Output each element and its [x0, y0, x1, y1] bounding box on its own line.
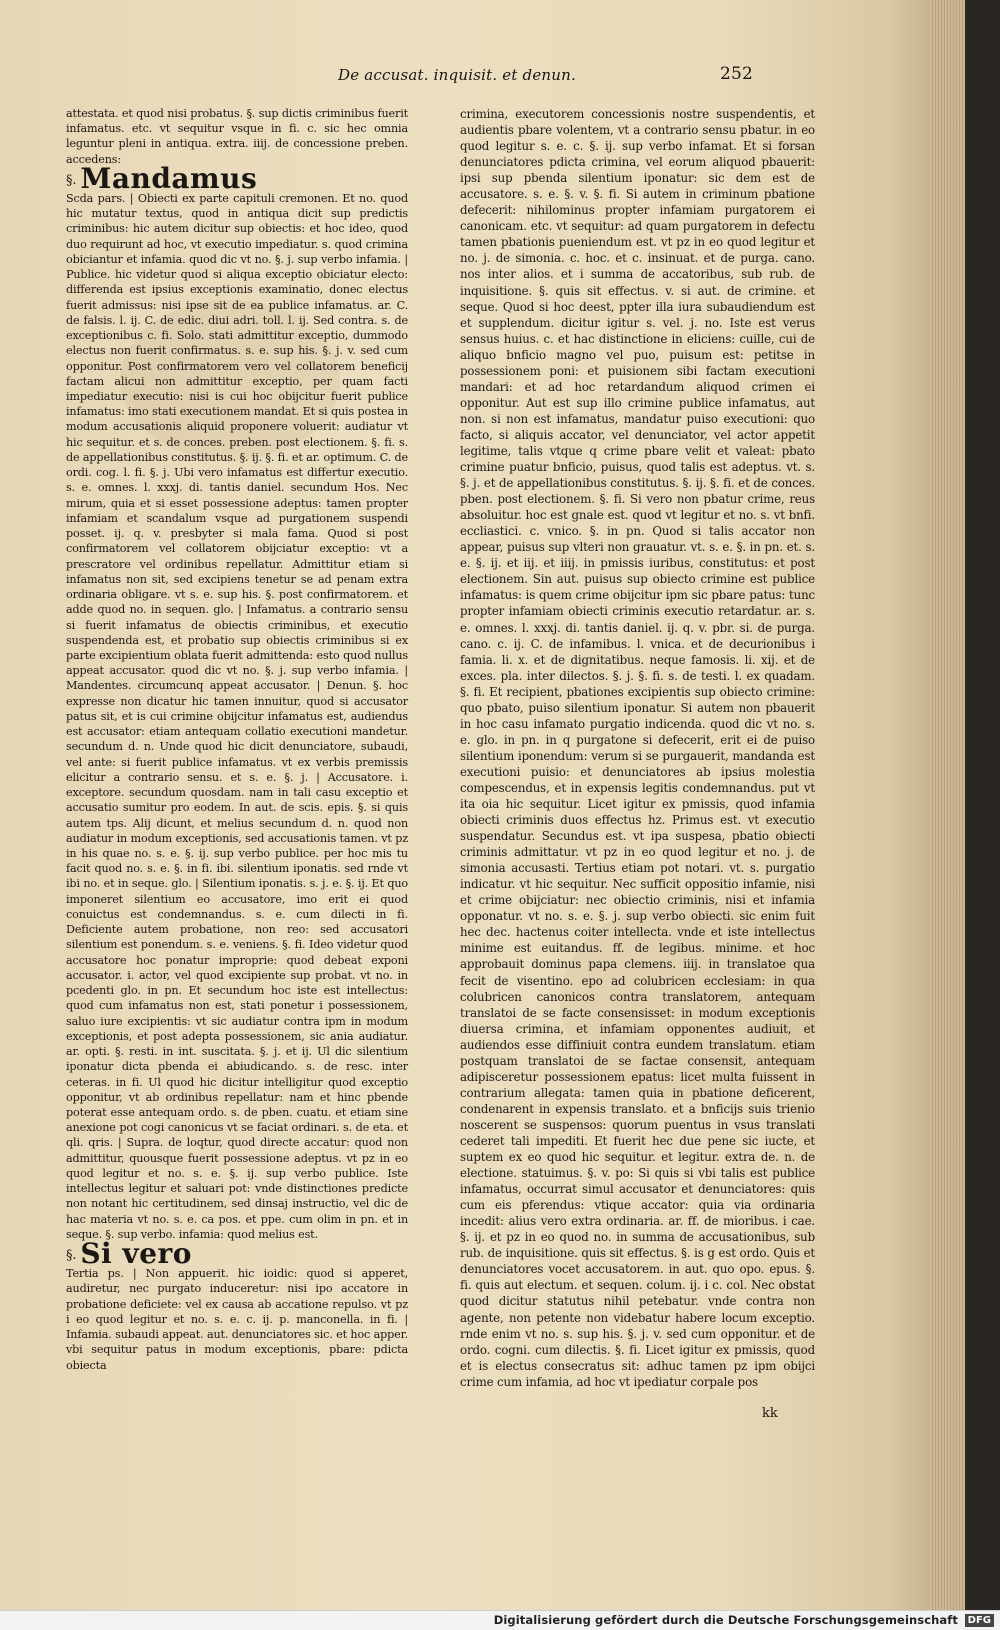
left-paragraph-1: attestata. et quod nisi probatus. §. sup dictis criminibus fuerit infamatus. etc. vt sequitur vsque in fi. c. sic hec omnia leguntur pleni in antiqua. extra. iiij. de concessione preben. accedens: — [66, 107, 408, 166]
rubric-word: Si vero — [80, 1237, 192, 1271]
left-column — [66, 106, 408, 1373]
left-paragraph-2: Scda pars. | Obiecti ex parte capituli cremonen. Et no. quod hic mutatur textus, quod in antiqua dicit sup predictis criminibus: hic autem dicitur sup obiectis: et hoc ideo, quod duo requirunt ad hoc, vt executio impediatur. s. quod crimina obiciantur et infamia. quod dic vt no. §. j. sup verbo infamia. | Publice. hic videtur quod si aliqua exceptio obiciatur electo: differenda est ipsius exceptionis examinatio, donec electus fuerit admissus: nisi ipse sit de ea publice infamatus. ar. C. de falsis. l. ij. C. de edic. diui adri. toll. l. ij. Sed contra. s. de exceptionibus c. fi. Solo. stati admittitur exceptio, dummodo electus non fuerit confirmatus. s. e. sup his. §. j. v. sed cum opponitur. Post confirmatorem vero vel collatorem beneficij factam alicui non admittitur exceptio, per quam facti impediatur executio: nisi is cui hoc obijcitur fuerit publice infamatus: imo stati executionem mandat. Et si quis postea in modum accusationis aliquid proponere voluerit: audiatur vt hic sequitur. et s. de conces. preben. post electionem. §. fi. s. de appellationibus constitutus. §. ij. §. fi. et ar. optimum. C. de ordi. cog. l. fi. §. j. Ubi vero infamatus est differtur executio. s. e. omnes. l. xxxj. di. tantis daniel. secundum Hos. Nec mirum, quia et si esset possessione adeptus: tamen propter infamiam et scandalum vsque ad purgationem suspendi posset. ij. q. v. presbyter si mala fama. Quod si post confirmatorem vel collatorem obijciatur exceptio: vt a prescratore vel ordinibus repellatur. Admittitur etiam si infamatus non sit, sed excipiens tenetur se ad penam extra ordinaria obligare. vt s. e. sup his. §. post confirmatorem. et adde quod no. in sequen. glo. | Infamatus. a contrario sensu si fuerit infamatus de obiectis criminibus, et executio suspendenda est, et probatio sup obiectis criminibus si ex parte excipientium oblata fuerit admittenda: esto quod nullus appeat accusator. quod dic vt no. §. j. sup verbo infamia. | Mandentes. circumcunq appeat accusator. | Denun. §. hoc expresse non dicatur hic tamen innuitur, quod si accusator patus sit, et is cui crimine obijcitur infamatus est, audiendus est accusator: etiam antequam collatio executioni mandetur. secundum d. n. Unde quod hic dicit denunciatore, subaudi, vel ante: si fuerit publice infamatus. vt ex verbis premissis elicitur a contrario sensu. et s. e. §. j. | Accusatore. i. exceptore. secundum quosdam. nam in tali casu exceptio et accusatio sumitur pro eodem. In aut. de scis. epis. §. si quis autem tps. Alij dicunt, et melius secundum d. n. quod non audiatur in modum exceptionis, sed accusationis tamen. vt pz in his quae no. s. e. §. ij. sup verbo publice. per hoc mis tu facit quod no. s. e. §. in fi. ibi. silentium iponatis. sed rnde vt ibi no. et in seque. glo. | Silentium iponatis. s. j. e. §. ij. Et quo imponeret silentium eo accusatore, imo erit ei quod conuictus est condemnandus. s. e. cum dilecti in fi. Deficiente autem probatione, non reo: sed accusatori silentium est ponendum. s. e. veniens. §. fi. Ideo videtur quod accusatore hoc ponatur improprie: quod debeat exponi accusator. i. actor, vel quod excipiente sup probat. vt no. in pcedenti glo. in pn. Et secundum hoc iste est intellectus: quod cum infamatus non est, stati ponetur i possessionem, saluo iure excipientis: vt sic audiatur contra ipm in modum exceptionis, et post adepta possessionem, sic ania audiatur. ar. opti. §. resti. in int. suscitata. §. j. et ij. Ul dic silentium iponatur dicta pbenda ei abiudicando. s. de resc. inter ceteras. in fi. Ul quod hic dicitur intelligitur quod exceptio opponitur, vt ab ordinibus repellatur: nam et hinc pbende poterat esse antequam ordo. s. de pben. cuatu. et etiam sine anexione pot cogi canonicus vt se faciat ordinari. s. de eta. et qli. qris. | Supra. de loqtur, quod directe accatur: quod non admittitur, quousque fuerit possessione adeptus. vt pz in eo quod legitur et no. s. e. §. ij. sup verbo publice. Iste intellectus legitur et saluari pot: vnde distinctiones predicte non notant hic certitudinem, sed dinsaj instructio, vel dic de hac materia vt no. s. e. ca pos. et ppe. cum olim in pn. et in seque. §. sup verbo. infamia: quod melius est. — [66, 191, 408, 1241]
footer-credit: Digitalisierung gefördert durch die Deutsche Forschungsgemeinschaft — [493, 1613, 958, 1627]
catchword: kk — [762, 1406, 778, 1421]
footer-bar — [0, 1610, 1000, 1630]
right-column — [460, 106, 815, 1390]
left-paragraph-3: Tertia ps. | Non appuerit. hic ioidic: quod si apperet, audiretur, nec purgato induceretur: nisi ipo accatore in probatione deficiete: vel ex causa ab accatione repulso. vt pz i eo quod legitur et no. s. e. c. ij. p. manconella. in fi. | Infamia. subaudi appeat. aut. denunciatores sic. et hoc apper. vbi sequitur patus in modum exceptionis, pbare: pdicta obiecta — [66, 1267, 408, 1372]
rubric-word: Mandamus — [80, 161, 258, 195]
dfg-logo: DFG — [965, 1614, 994, 1627]
running-head-title: De accusat. inquisit. et denun. — [338, 66, 576, 84]
running-head — [338, 66, 758, 84]
rubric-si-vero: §. Si vero — [66, 1237, 192, 1271]
page-edge — [930, 0, 965, 1610]
rubric-mandamus: §. Mandamus — [66, 161, 258, 195]
folio-number: 252 — [720, 64, 754, 84]
right-paragraph-1: crimina, executorem concessionis nostre suspendentis, et audientis pbare volentem, vt a contrario sensu pbatur. in eo quod legitur s. e. c. §. ij. sup verbo infamat. Et si forsan denunciatores pdicta crimina, vel eorum aliquod pbauerit: ipsi sup pbenda silentium iponatur: sic dem est de accusatore. s. e. §. v. §. fi. Si autem in criminum pbatione defecerit: nihilominus propter infamiam purgatorem ei canonicam. etc. vt sequitur: ad quam purgatorem in defectu tamen pbationis pueniendum est. vt pz in eo quod legitur et no. j. de simonia. c. hoc. et c. insinuat. et de purga. cano. nos inter alios. et i summa de accatoribus, sub rub. de inquisitione. §. quis sit effectus. v. si aut. de crimine. et seque. Quod si hoc deest, ppter illa iura subaudiendum est et supplendum. dicitur igitur s. vel. j. no. Iste est verus sensus huius. c. et hac distinctione in eliciens: cuille, cui de aliquo bnficio magno vel puo, puisum est: petitse in possessionem poni: et puisionem sibi factam executioni mandari: et ad hoc retardandum aliquod crimen ei opponitur. Aut est sup illo crimine publice infamatus, aut non. si non est infamatus, mandatur puiso executioni: quo facto, si aliquis accator, vel denunciator, vel actor appetit legitime, talis vtque q crime pbare velit et valeat: pbato crimine puatur bnficio, puisus, quod talis est adeptus. vt. s. §. j. et de appellationibus constitutus. §. ij. §. fi. et de conces. pben. post electionem. §. fi. Si vero non pbatur crime, reus absoluitur. hoc est gnale est. quod vt legitur et no. s. vt bnfi. eccliastici. c. vnico. §. in pn. Quod si talis accator non appear, puisus sup vlteri non grauatur. vt. s. e. §. in pn. et. s. e. §. ij. et iij. et iiij. in pmissis iuribus, constitutus: et post electionem. Sin aut. puisus sup obiecto crimine est publice infamatus: is quem crime obijcitur ipm sic pbare patus: tunc propter infamiam obiecti criminis executio retardatur. ar. s. e. omnes. l. xxxj. di. tantis daniel. ij. q. v. pbr. si. de purga. cano. c. ij. C. de infamibus. l. vnica. et de decurionibus i famia. li. x. et de dignitatibus. neque famosis. li. xij. et de exces. pla. inter dilectos. §. j. §. fi. s. de testi. l. ex quadam. §. fi. Et recipient, pbationes excipientis sup obiecto crimine: quo pbato, puiso silentium iponatur. Si autem non pbauerit in hoc casu infamato purgatio indicenda. quod dic vt no. s. e. glo. in pn. in q purgatone si defecerit, erit ei de puiso silentium iponendum: verum si se purgauerit, mandanda est executioni puisio: et denunciatores ab ipsius molestia compescendus, et in expensis legitis condemnandus. put vt ita oia hic sequitur. Licet igitur ex pmissis, quod infamia obiecti criminis duos effectus hz. Primus est. vt executio suspendatur. Secundus est. vt ipa suspesa, pbatio obiecti criminis admittatur. vt pz in eo quod legitur et no. j. de simonia accusasti. Tertius etiam pot notari. vt. s. purgatio indicatur. vt hic sequitur. Nec sufficit oppositio infamie, nisi et crime obijciatur: nec obiectio criminis, nisi et infamia opponatur. vt no. s. e. §. j. sup verbo obiecti. sic enim fuit hec dec. hactenus coiter intellecta. vnde et iste intellectus minime est euitandus. ff. de legibus. minime. et hoc approbauit dominus papa clemens. iiij. in translatoe qua fecit de visentino. epo ad colubricen ecclesiam: in qua colubricen canonicos contra translatorem, antequam translatoi de se facte consensisset: in modum exceptionis diuersa crimina, et infamiam opponentes audiuit, et audiendos esse diffiniuit contra eundem translatum. etiam postquam translatoi de se factae consensit, antequam adipisceretur possessionem epatus: licet multa fuissent in contrarium allegata: tamen quia in pbatione deficerent, condenarent in expensis translato. et a bnficijs suis trienio noscerent se suspensos: quorum puentus in vsus translati cederet tali impediti. Et fuerit hec due pene sic iucte, et suptem ex eo quod hic sequitur. et legitur. extra de. n. de electione. statuimus. §. v. po: Si quis si vbi talis est publice infamatus, occurrat simul accusator et denunciatores: quis cum eis pferendus: vtique accator: quia via ordinaria incedit: alius vero extra ordinaria. ar. ff. de mioribus. i cae. §. ij. et pz in eo quod no. in summa de accusationibus, sub rub. de inquisitione. quis sit effectus. §. is g est ordo. Quis et denunciatores vocet accusatorem. in aut. quo opo. epus. §. fi. quis aut electum. et sequen. colum. ij. i c. col. Nec obstat quod dicitur statutus nihil petebatur. vnde contra non agente, non petente non videbatur habere locum exceptio. rnde enim vt no. s. sup his. §. j. v. sed cum opponitur. et de ordo. cogni. cum dilectis. §. fi. Licet igitur ex pmissis, quod et is electus consecratus sit: adhuc tamen pz ipm obijci crime cum infamia, ad hoc vt ipediatur corpale pos — [460, 107, 815, 1389]
